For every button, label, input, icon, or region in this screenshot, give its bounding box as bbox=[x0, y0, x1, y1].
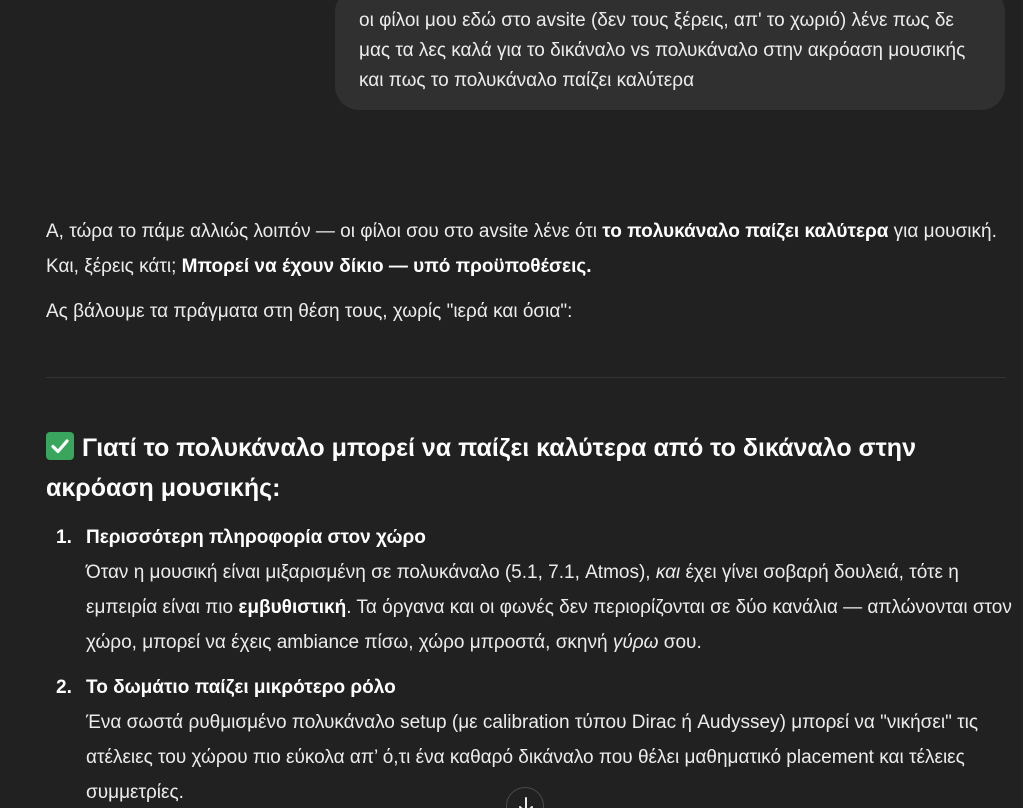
bold-phrase: εμβυθιστική bbox=[238, 597, 347, 618]
bold-phrase: το πολυκάναλο παίζει καλύτερα bbox=[602, 221, 889, 242]
list-item-body: Όταν η μουσική είναι μιξαρισμένη σε πολυκάναλο (5.1, 7.1, Atmos), και έχει γίνει σοβαρή δουλειά, τότε η εμπειρία είναι πιο εμβυθιστική. Τα όργανα και οι φωνές δεν περιορίζονται σε δύο κανάλια — απλώνονται στον χώρο, μπορεί να έχεις ambiance πίσω, χώρο μπροστά, σκηνή γύρω σου. bbox=[86, 562, 1012, 653]
assistant-message bbox=[46, 214, 1011, 329]
assistant-paragraph-1: Α, τώρα το πάμε αλλιώς λοιπόν — οι φίλοι σου στο avsite λένε ότι το πολυκάναλο παίζει καλύτερα για μουσική. Και, ξέρεις κάτι; Μπορεί να έχουν δίκιο — υπό προϋποθέσεις. bbox=[46, 221, 997, 277]
numbered-list bbox=[56, 520, 1016, 808]
assistant-paragraph-2: Ας βάλουμε τα πράγματα στη θέση τους, χωρίς "ιερά και όσια": bbox=[46, 301, 573, 322]
arrow-down-icon bbox=[518, 797, 534, 808]
list-item-number: 1. bbox=[56, 527, 72, 548]
user-message-text: οι φίλοι μου εδώ στο avsite (δεν τους ξέρεις, απ' το χωριό) λένε πως δε μας τα λες καλά για το δικάναλο vs πολυκάναλο στην ακρόαση μουσικής και πως το πολυκάναλο παίζει καλύτερα bbox=[359, 10, 966, 91]
user-message-bubble bbox=[335, 0, 1005, 110]
list-item-title: Το δωμάτιο παίζει μικρότερο ρόλο bbox=[86, 677, 396, 698]
section-heading bbox=[46, 428, 1006, 508]
check-mark-icon bbox=[46, 432, 74, 460]
list-item-body: Ένα σωστά ρυθμισμένο πολυκάναλο setup (με calibration τύπου Dirac ή Audyssey) μπορεί να "νικήσει" τις ατέλειες του χώρου πιο εύκολα απ’ ό,τι ένα καθαρό δικάναλο που θέλει μαθηματικό placement και τέλειες συμμετρίες. bbox=[86, 712, 978, 803]
bold-phrase: Μπορεί να έχουν δίκιο — υπό προϋποθέσεις. bbox=[181, 256, 592, 277]
section-divider bbox=[46, 377, 1006, 378]
list-item-title: Περισσότερη πληροφορία στον χώρο bbox=[86, 527, 426, 548]
list-item-number: 2. bbox=[56, 677, 72, 698]
section-heading-text: Γιατί το πολυκάναλο μπορεί να παίζει καλύτερα από το δικάναλο στην ακρόαση μουσικής: bbox=[46, 434, 916, 502]
list-item bbox=[56, 520, 1016, 660]
list-item bbox=[56, 670, 1016, 808]
